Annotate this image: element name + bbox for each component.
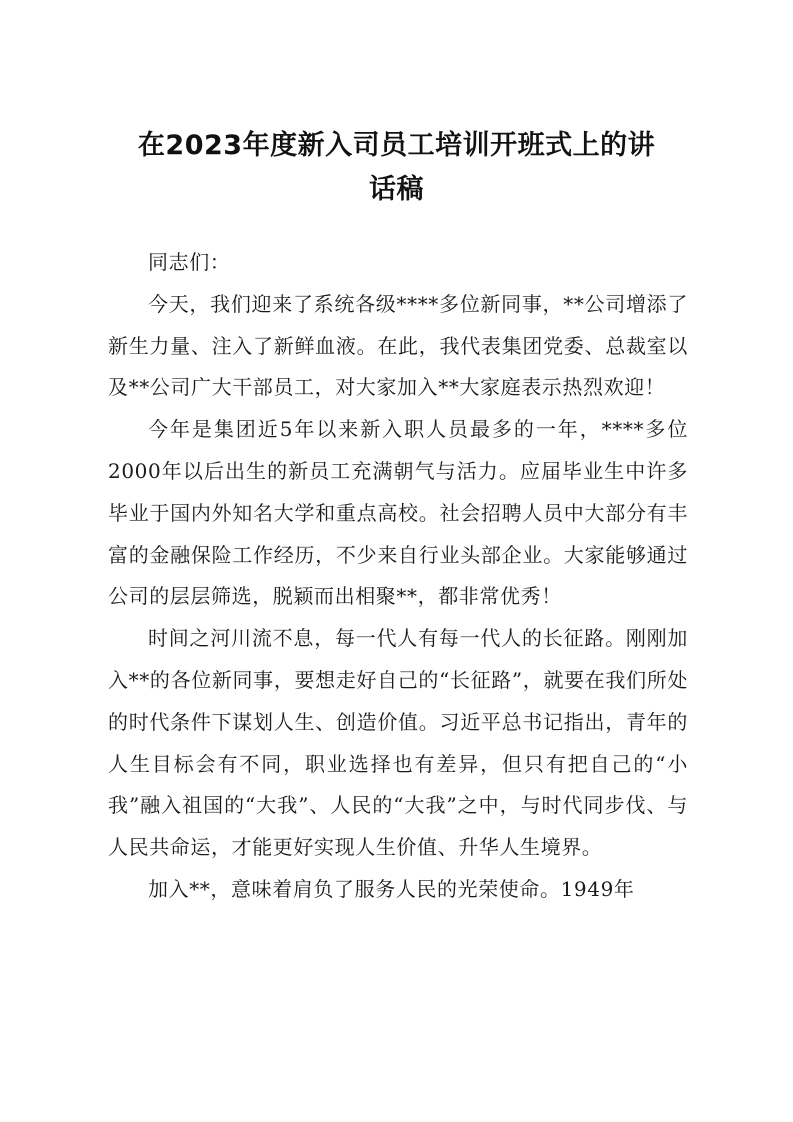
paragraph-welcome: 今天，我们迎来了系统各级****多位新同事，**公司增添了新生力量、注入了新鲜血液。在此，我代表集团党委、总裁室以及**公司广大干部员工，对大家加入**大家庭表示热烈欢迎！ [108, 291, 688, 400]
paragraph-mission: 加入**，意味着肩负了服务人民的光荣使命。1949年 [148, 876, 635, 901]
paragraph-long-march: 时间之河川流不息，每一代人有每一代人的长征路。刚刚加入**的各位新同事，要想走好自己的“长征路”，就要在我们所处的时代条件下谋划人生、创造价值。习近平总书记指出，青年的人生目标会有不同，职业选择也有差异，但只有把自己的“小我”融入祖国的“大我”、人民的“大我”之中，与时代同步伐、与人民共命运，才能更好实现人生价值、升华人生境界。 [108, 626, 688, 860]
document-title [110, 124, 683, 212]
title-line-1: 在2023年度新入司员工培训开班式上的讲 [137, 130, 656, 161]
paragraph-new-hires: 今年是集团近5年以来新入职人员最多的一年，****多位2000年以后出生的新员工充满朝气与活力。应届毕业生中许多毕业于国内外知名大学和重点高校。社会招聘人员中大部分有丰富的金融保险工作经历，不少来自行业头部企业。大家能够通过公司的层层筛选，脱颖而出相聚**，都非常优秀！ [108, 417, 688, 609]
document-body [108, 242, 688, 911]
title-line-2: 话稿 [369, 174, 424, 205]
salutation: 同志们： [148, 250, 231, 274]
